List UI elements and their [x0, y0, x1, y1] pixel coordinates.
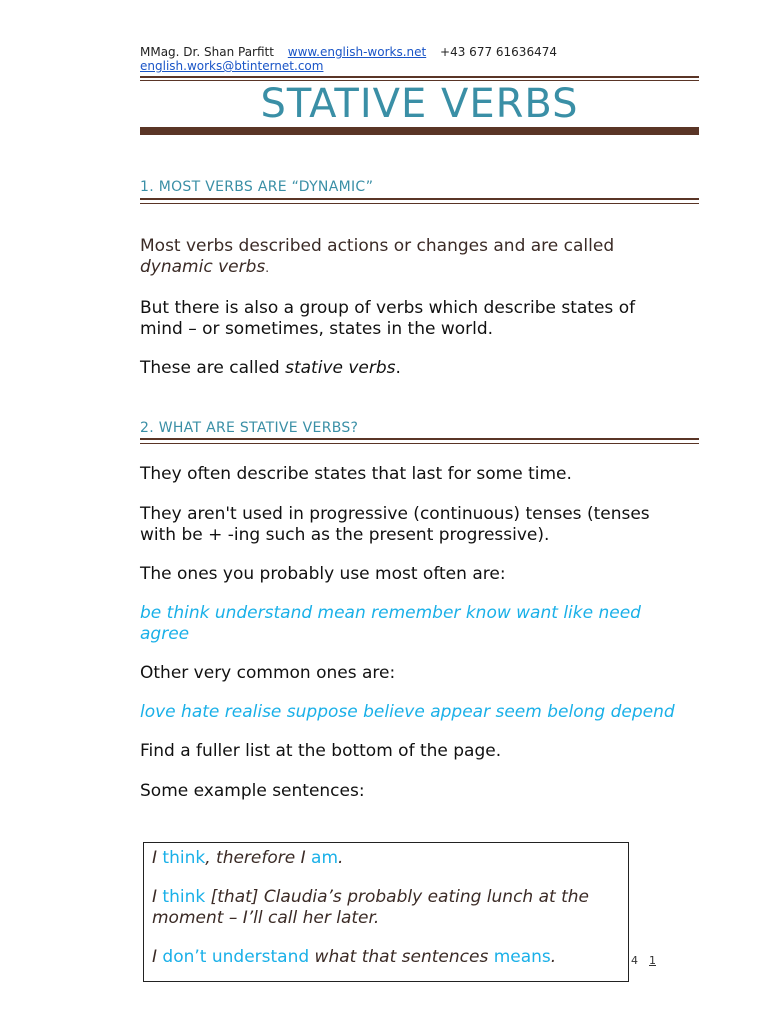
example-sentences-box — [143, 842, 629, 982]
dynamic-period: . — [265, 261, 270, 275]
header-email-line — [140, 59, 323, 73]
verb-think: think — [162, 848, 206, 868]
page-number: 1 — [649, 954, 656, 967]
section-2-paragraph-3: The ones you probably use most often are: — [140, 564, 506, 584]
section-1-paragraph-1 — [140, 236, 700, 279]
verb-dont-understand: don’t understand — [162, 947, 310, 967]
verb-think: think — [162, 887, 206, 907]
author-name: MMag. Dr. Shan Parfitt — [140, 45, 274, 59]
section-1-rule-thin — [140, 203, 699, 204]
dynamic-intro-text: Most verbs described actions or changes and are called — [140, 236, 615, 256]
example-sentence-2: I think [that] Claudia’s probably eating lunch at the moment – I’ll call her later. — [152, 887, 589, 928]
stative-intro-text: These are called — [140, 358, 286, 378]
section-2-heading: 2. WHAT ARE STATIVE VERBS? — [140, 420, 359, 436]
stative-verbs-term: stative verbs — [285, 358, 396, 378]
section-1-rule-thick — [140, 198, 699, 200]
header-rule-top — [140, 76, 699, 78]
section-2-paragraph-2: They aren't used in progressive (continuous) tenses (tenses with be + -ing such as the present progressive). — [140, 504, 650, 545]
page-number-fragment: 4 — [631, 954, 638, 967]
section-1-paragraph-2: But there is also a group of verbs which describe states of mind – or sometimes, states in the world. — [140, 298, 636, 339]
common-stative-verbs-list: be think understand mean remember know want like need agree — [140, 603, 641, 644]
email-link[interactable]: english.works@btinternet.com — [140, 59, 324, 73]
section-2-rule-thin — [140, 443, 699, 444]
stative-period: . — [395, 358, 401, 378]
section-1-heading: 1. MOST VERBS ARE “DYNAMIC” — [140, 179, 374, 195]
dynamic-verbs-term: dynamic verbs — [140, 257, 266, 277]
section-2-rule-thick — [140, 438, 699, 440]
section-2-paragraph-1: They often describe states that last for some time. — [140, 464, 572, 484]
section-2-paragraph-6: Some example sentences: — [140, 781, 365, 801]
website-link[interactable]: www.english-works.net — [287, 45, 427, 59]
section-1-paragraph-3 — [140, 358, 700, 379]
verb-am: am — [311, 848, 339, 868]
example-sentence-3: I don’t understand what that sentences means. — [152, 947, 557, 967]
section-2-paragraph-4: Other very common ones are: — [140, 663, 396, 683]
title-underline-bar — [140, 127, 699, 135]
header-contact-line — [140, 45, 557, 59]
phone-number: +43 677 61636474 — [440, 45, 557, 59]
verb-means: means — [493, 947, 551, 967]
page-title: STATIVE VERBS — [260, 81, 579, 127]
example-sentence-1: I think, therefore I am. — [152, 848, 344, 868]
other-stative-verbs-list: love hate realise suppose believe appear seem belong depend — [140, 702, 675, 722]
section-2-paragraph-5: Find a fuller list at the bottom of the page. — [140, 741, 502, 761]
